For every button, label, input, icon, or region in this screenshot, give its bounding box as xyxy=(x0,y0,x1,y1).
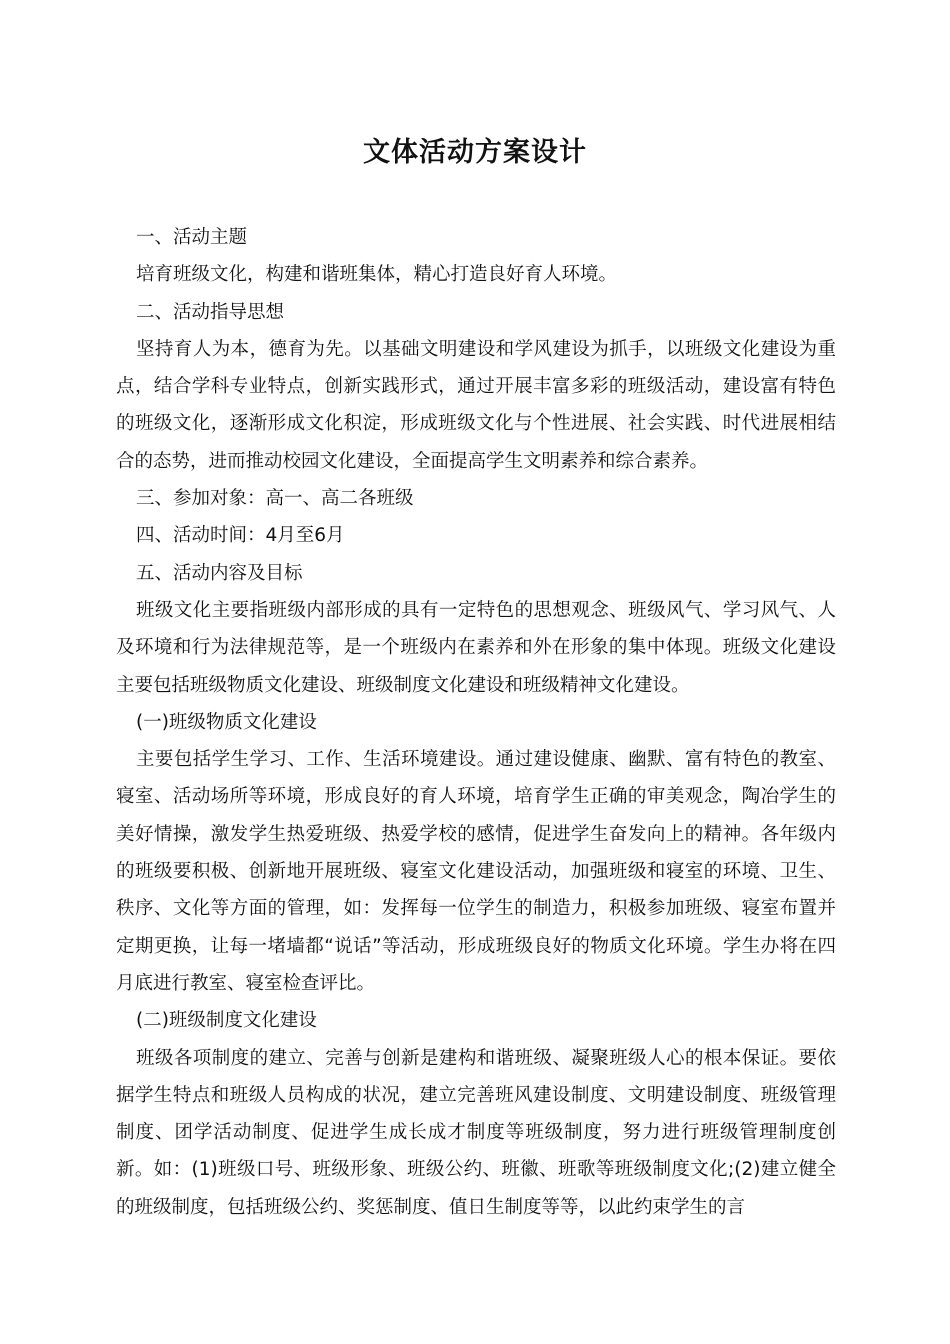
document-body xyxy=(116,219,836,1226)
heading-activity-theme: 一、活动主题 xyxy=(136,227,248,248)
heading-participants: 三、参加对象：高一、高二各班级 xyxy=(136,488,414,510)
paragraph-system-culture: 班级各项制度的建立、完善与创新是建构和谐班级、凝聚班级人心的根本保证。要依据学生特点和班级人员构成的状况，建立完善班风建设制度、文明建设制度、班级管理制度、团学活动制度、促进学生成长成才制度等班级制度，努力进行班级管理制度创新。如：(1)班级口号、班级形象、班级公约、班徽、班歌等班级制度文化;(2)建立健全的班级制度，包括班级公约、奖惩制度、值日生制度等等，以此约束学生的言 xyxy=(116,1047,836,1218)
paragraph-guiding-thought: 坚持育人为本，德育为先。以基础文明建设和学风建设为抓手，以班级文化建设为重点，结合学科专业特点，创新实践形式，通过开展丰富多彩的班级活动，建设富有特色的班级文化，逐渐形成文化积淀，形成班级文化与个性进展、社会实践、时代进展相结合的态势，进而推动校园文化建设，全面提高学生文明素养和综合素养。 xyxy=(116,338,836,472)
paragraph-material-culture: 主要包括学生学习、工作、生活环境建设。通过建设健康、幽默、富有特色的教室、寝室、活动场所等环境，形成良好的育人环境，培育学生正确的审美观念，陶冶学生的美好情操，激发学生热爱班级、热爱学校的感情，促进学生奋发向上的精神。各年级内的班级要积极、创新地开展班级、寝室文化建设活动，加强班级和寝室的环境、卫生、秩序、文化等方面的管理，如：发挥每一位学生的制造力，积极参加班级、寝室布置并定期更换，让每一堵墙都“说话”等活动，形成班级良好的物质文化环境。学生办将在四月底进行教室、寝室检查评比。 xyxy=(116,749,836,994)
heading-activity-time: 四、活动时间：4月至6月 xyxy=(136,525,345,547)
paragraph-class-culture: 班级文化主要指班级内部形成的具有一定特色的思想观念、班级风气、学习风气、人及环境和行为法律规范等，是一个班级内在素养和外在形象的集中体现。班级文化建设主要包括班级物质文化建设、班级制度文化建设和班级精神文化建设。 xyxy=(116,599,836,696)
paragraph-activity-theme: 培育班级文化，构建和谐班集体，精心打造良好育人环境。 xyxy=(136,264,618,286)
subheading-material-culture: (一)班级物质文化建设 xyxy=(136,711,317,733)
document-title: 文体活动方案设计 xyxy=(363,137,587,168)
subheading-system-culture: (二)班级制度文化建设 xyxy=(136,1010,317,1032)
heading-content-goals: 五、活动内容及目标 xyxy=(136,562,303,584)
heading-guiding-thought: 二、活动指导思想 xyxy=(136,301,285,323)
